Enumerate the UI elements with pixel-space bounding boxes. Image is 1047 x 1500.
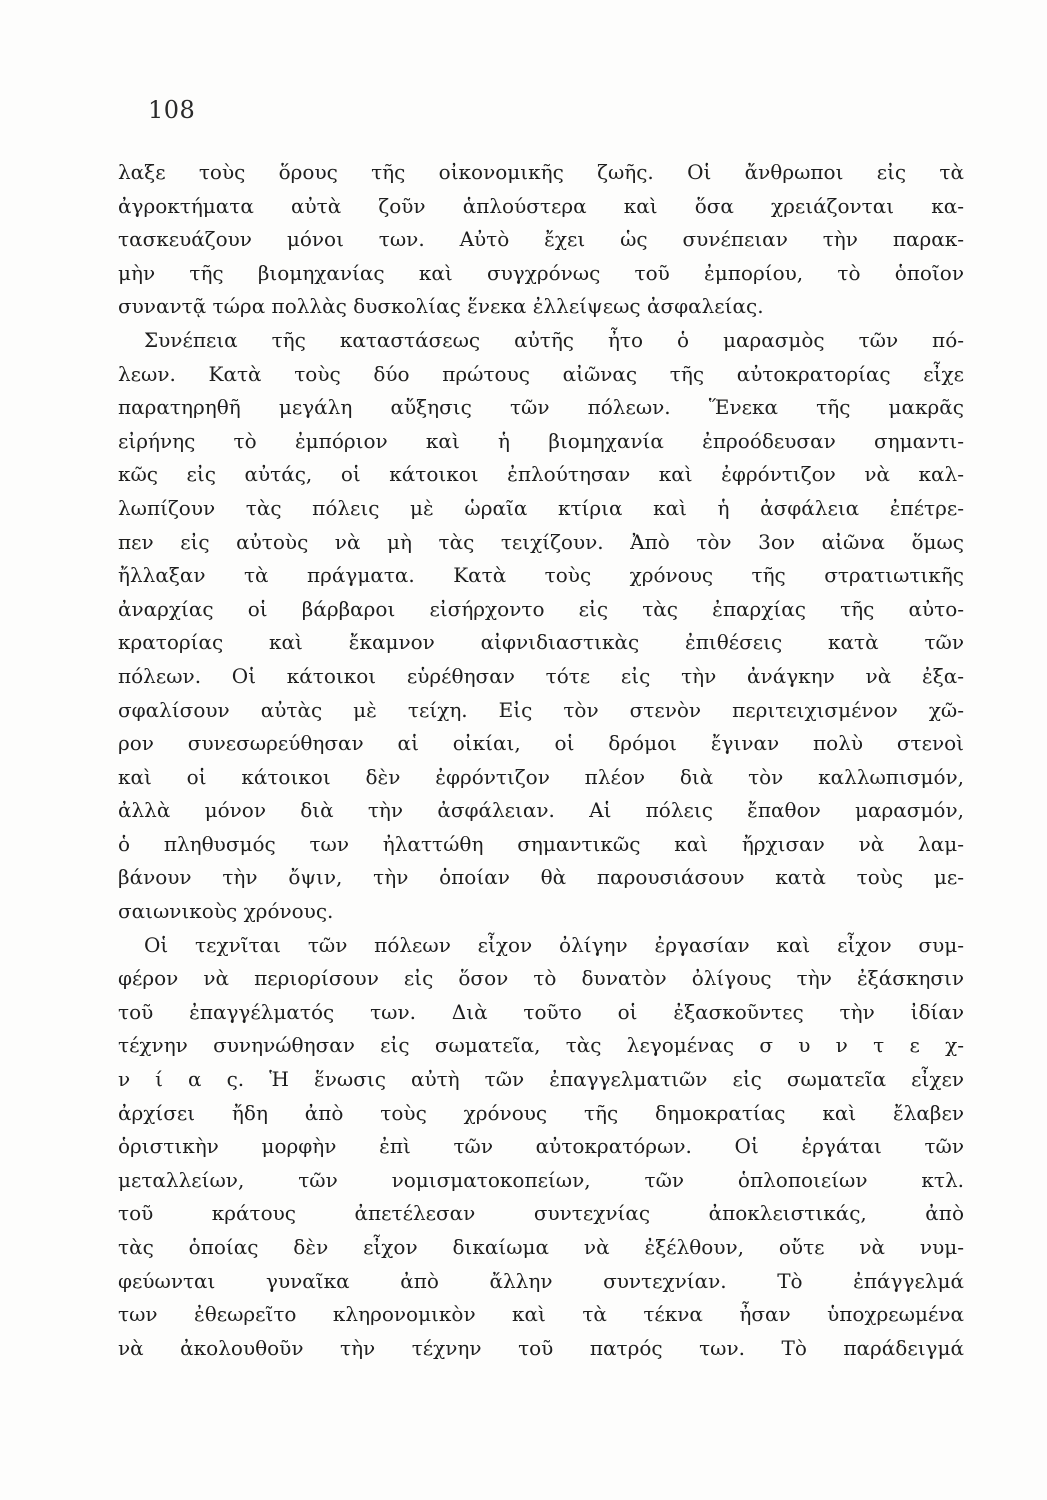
text-line: νὰ ἀκολουθοῦν τὴν τέχνην τοῦ πατρός των. Τὸ παράδειγμά xyxy=(118,1335,964,1360)
text-line: λωπίζουν τὰς πόλεις μὲ ὡραῖα κτίρια καὶ ἡ ἀσφάλεια ἐπέτρε- xyxy=(118,495,964,520)
text-line: Οἱ τεχνῖται τῶν πόλεων εἶχον ὀλίγην ἐργασίαν καὶ εἶχον συμ- xyxy=(144,932,964,957)
text-line: λαξε τοὺς ὅρους τῆς οἰκονομικῆς ζωῆς. Οἱ ἄνθρωποι εἰς τὰ xyxy=(118,160,964,184)
text-line: σφαλίσουν αὐτὰς μὲ τείχη. Εἰς τὸν στενὸν περιτειχισμένον χῶ- xyxy=(118,697,964,722)
text-line: κρατορίας καὶ ἔκαμνον αἰφνιδιαστικὰς ἐπιθέσεις κατὰ τῶν xyxy=(118,630,964,655)
text-line: ρον συνεσωρεύθησαν αἱ οἰκίαι, οἱ δρόμοι ἔγιναν πολὺ στενοὶ xyxy=(118,731,964,756)
text-line: πεν εἰς αὐτοὺς νὰ μὴ τὰς τειχίζουν. Ἀπὸ τὸν 3ον αἰῶνα ὅμως xyxy=(118,529,964,554)
text-line: φέρον νὰ περιορίσουν εἰς ὅσον τὸ δυνατὸν ὀλίγους τὴν ἐξάσκησιν xyxy=(118,966,964,991)
text-line: εἰρήνης τὸ ἐμπόριον καὶ ἡ βιομηχανία ἐπροόδευσαν σημαντι- xyxy=(118,428,964,453)
page-number: 108 xyxy=(148,96,196,124)
text-line: κῶς εἰς αὐτάς, οἱ κάτοικοι ἐπλούτησαν καὶ ἐφρόντιζον νὰ καλ- xyxy=(118,462,964,487)
text-line: πόλεων. Οἱ κάτοικοι εὑρέθησαν τότε εἰς τὴν ἀνάγκην νὰ ἐξα- xyxy=(118,663,964,688)
text-line: καὶ οἱ κάτοικοι δὲν ἐφρόντιζον πλέον διὰ τὸν καλλωπισμόν, xyxy=(118,764,964,789)
body-text xyxy=(118,156,964,1365)
text-line: ἀναρχίας οἱ βάρβαροι εἰσήρχοντο εἰς τὰς ἐπαρχίας τῆς αὐτο- xyxy=(118,596,964,621)
text-line: μὴν τῆς βιομηχανίας καὶ συγχρόνως τοῦ ἐμπορίου, τὸ ὁποῖον xyxy=(118,260,964,285)
text-line: τοῦ κράτους ἀπετέλεσαν συντεχνίας ἀποκλειστικάς, ἀπὸ xyxy=(118,1201,964,1226)
text-line: ν ί α ς. Ἡ ἕνωσις αὐτὴ τῶν ἐπαγγελματιῶν εἰς σωματεῖα εἶχεν xyxy=(118,1067,964,1092)
text-line: ὁριστικὴν μορφὴν ἐπὶ τῶν αὐτοκρατόρων. Οἱ ἐργάται τῶν xyxy=(118,1134,964,1159)
text-line: τὰς ὁποίας δὲν εἶχον δικαίωμα νὰ ἐξέλθουν, οὔτε νὰ νυμ- xyxy=(118,1235,964,1259)
text-line: Συνέπεια τῆς καταστάσεως αὐτῆς ἦτο ὁ μαρασμὸς τῶν πό- xyxy=(144,327,964,352)
text-line: τέχνην συνηνώθησαν εἰς σωματεῖα, τὰς λεγομένας σ υ ν τ ε χ- xyxy=(118,1033,964,1058)
text-line: ἤλλαξαν τὰ πράγματα. Κατὰ τοὺς χρόνους τῆς στρατιωτικῆς xyxy=(118,563,964,588)
text-line: ὁ πληθυσμός των ἠλαττώθη σημαντικῶς καὶ ἤρχισαν νὰ λαμ- xyxy=(118,831,964,856)
text-line: των ἐθεωρεῖτο κληρονομικὸν καὶ τὰ τέκνα ἦσαν ὑποχρεωμένα xyxy=(118,1302,964,1327)
text-line: βάνουν τὴν ὄψιν, τὴν ὁποίαν θὰ παρουσιάσουν κατὰ τοὺς με- xyxy=(118,865,964,890)
text-line: σαιωνικοὺς χρόνους. xyxy=(118,899,334,924)
text-line: λεων. Κατὰ τοὺς δύο πρώτους αἰῶνας τῆς αὐτοκρατορίας εἶχε xyxy=(118,361,964,386)
text-line: ἀλλὰ μόνον διὰ τὴν ἀσφάλειαν. Αἱ πόλεις ἔπαθον μαρασμόν, xyxy=(118,798,964,823)
text-line: παρατηρηθῆ μεγάλη αὔξησις τῶν πόλεων. Ἕνεκα τῆς μακρᾶς xyxy=(118,395,964,420)
text-line: συναντᾷ τώρα πολλὰς δυσκολίας ἕνεκα ἐλλείψεως ἀσφαλείας. xyxy=(118,294,764,319)
text-line: ἀγροκτήματα αὐτὰ ζοῦν ἁπλούστερα καὶ ὅσα χρειάζονται κα- xyxy=(118,193,964,218)
text-line: τασκευάζουν μόνοι των. Αὐτὸ ἔχει ὡς συνέπειαν τὴν παρακ- xyxy=(118,227,964,252)
text-line: φεύωνται γυναῖκα ἀπὸ ἄλλην συντεχνίαν. Τὸ ἐπάγγελμά xyxy=(118,1268,964,1293)
text-line: ἀρχίσει ἤδη ἀπὸ τοὺς χρόνους τῆς δημοκρατίας καὶ ἔλαβεν xyxy=(118,1100,964,1125)
text-line: μεταλλείων, τῶν νομισματοκοπείων, τῶν ὁπλοποιείων κτλ. xyxy=(118,1167,964,1192)
text-line: τοῦ ἐπαγγέλματός των. Διὰ τοῦτο οἱ ἐξασκοῦντες τὴν ἰδίαν xyxy=(118,999,964,1024)
